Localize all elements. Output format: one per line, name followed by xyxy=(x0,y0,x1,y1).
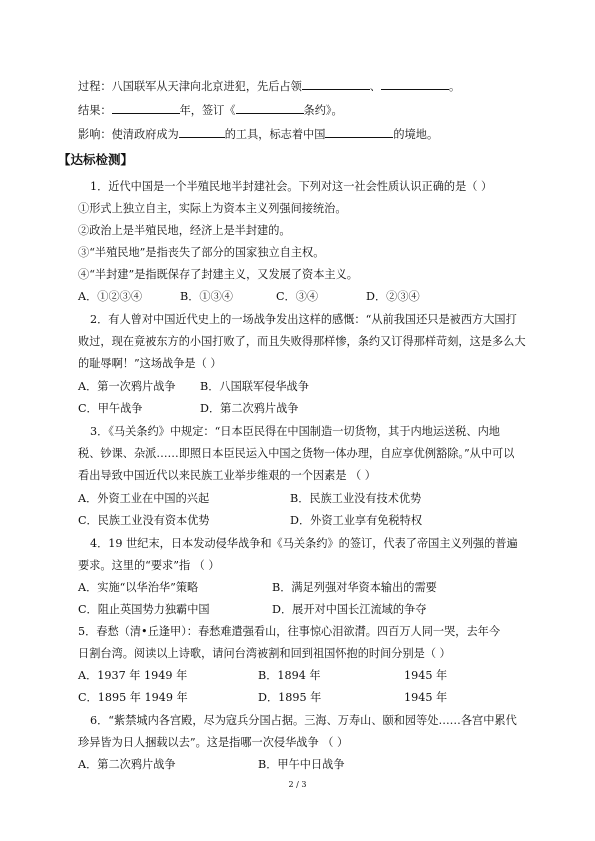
result-line xyxy=(78,102,343,118)
impact-text-b: 的工具，标志着中国 xyxy=(224,128,326,141)
period: 。 xyxy=(448,80,461,93)
q3-option-c[interactable]: C．民族工业没有资本优势 xyxy=(78,514,210,527)
process-label: 过程： xyxy=(78,80,112,93)
q1-statement-3: ③“半殖民地”是指丧失了部分的国家独立自主权。 xyxy=(78,246,325,259)
q4-option-b[interactable]: B．满足列强对华资本输出的需要 xyxy=(272,581,437,594)
q1-statement-1: ①形式上独立自主，实际上为资本主义列强间接统治。 xyxy=(78,202,347,215)
answer-blank[interactable] xyxy=(179,126,225,138)
question-3-line-1: 3．《马关条约》中规定：“日本臣民得在中国制造一切货物，其于内地运送税、内地 xyxy=(90,425,500,438)
answer-blank[interactable] xyxy=(381,78,449,90)
q3-option-b[interactable]: B．民族工业没有技术优势 xyxy=(290,492,422,505)
question-4-line-1: 4．19 世纪末，日本发动侵华战争和《马关条约》的签订，代表了帝国主义列强的普遍 xyxy=(90,537,518,550)
question-4-line-2: 要求。这里的“要求”指 （ ） xyxy=(78,559,220,572)
question-2-line-1: 2．有人曾对中国近代史上的一场战争发出这样的感慨：“从前我国还只是被西方大国打 xyxy=(90,313,517,326)
answer-blank[interactable] xyxy=(302,78,370,90)
section-title: 【达标检测】 xyxy=(58,152,134,167)
q2-option-a[interactable]: A．第一次鸦片战争 xyxy=(78,380,176,393)
q5-option-b-return: 1945 年 xyxy=(404,669,448,682)
q1-option-b[interactable]: B．①③④ xyxy=(180,290,233,303)
q4-option-a[interactable]: A．实施“以华治华”策略 xyxy=(78,581,199,594)
question-5-line-2: 日割台湾。阅读以上诗歌，请问台湾被割和回到祖国怀抱的时间分别是（ ） xyxy=(78,647,451,660)
q5-option-b[interactable]: B．1894 年 xyxy=(258,669,321,682)
answer-blank[interactable] xyxy=(112,102,180,114)
q6-option-b[interactable]: B．甲午中日战争 xyxy=(258,758,345,771)
question-2-line-2: 败过，现在竟被东方的小国打败了，而且失败得那样惨，条约又订得那样苛刻，这是多么大 xyxy=(78,335,526,348)
question-2-line-3: 的耻辱啊！”这场战争是（ ） xyxy=(78,357,222,370)
answer-blank[interactable] xyxy=(236,102,304,114)
q1-option-c[interactable]: C．③④ xyxy=(276,290,319,303)
result-end: 条约》。 xyxy=(303,104,343,117)
impact-line xyxy=(78,126,438,142)
question-3-line-3: 看出导致中国近代以来民族工业举步维艰的一个因素是 （ ） xyxy=(78,469,376,482)
q6-option-a[interactable]: A．第二次鸦片战争 xyxy=(78,758,176,771)
answer-blank[interactable] xyxy=(325,126,393,138)
q2-option-c[interactable]: C．甲午战争 xyxy=(78,402,143,415)
impact-text-c: 的境地。 xyxy=(393,128,439,141)
q3-option-a[interactable]: A．外资工业在中国的兴起 xyxy=(78,492,210,505)
impact-label: 影响： xyxy=(78,128,112,141)
q1-statement-4: ④“半封建”是指既保存了封建主义，又发展了资本主义。 xyxy=(78,268,358,281)
question-5-line-1: 5．春愁（清•丘逢甲）：春愁难遣强看山，往事惊心泪欲潸。四百万人同一哭，去年今 xyxy=(78,625,501,638)
q4-option-d[interactable]: D．展开对中国长江流域的争夺 xyxy=(272,603,427,616)
q1-option-d[interactable]: D．②③④ xyxy=(366,290,420,303)
q5-option-d-return: 1945 年 xyxy=(404,691,448,704)
q5-option-a[interactable]: A．1937 年 1949 年 xyxy=(78,669,188,682)
result-text: 年，签订《 xyxy=(179,104,236,117)
q5-option-c[interactable]: C．1895 年 1949 年 xyxy=(78,691,188,704)
result-label: 结果： xyxy=(78,104,112,117)
q4-option-c[interactable]: C．阻止英国势力独霸中国 xyxy=(78,603,210,616)
question-6-line-2: 珍异皆为日人捆载以去”。这是指哪一次侵华战争 （ ） xyxy=(78,736,349,749)
impact-text-a: 使清政府成为 xyxy=(111,128,179,141)
separator: 、 xyxy=(369,80,381,93)
q1-statement-2: ②政治上是半殖民地，经济上是半封建的。 xyxy=(78,224,291,237)
q3-option-d[interactable]: D．外资工业享有免税特权 xyxy=(290,514,423,527)
question-1: 1．近代中国是一个半殖民地半封建社会。下列对这一社会性质认识正确的是（ ） xyxy=(90,180,493,193)
page-number: 2 / 3 xyxy=(288,780,307,789)
question-3-line-2: 税、钞课、杂派……即照日本臣民运入中国之货物一体办理，自应享优例豁除。”从中可以 xyxy=(78,447,515,460)
question-6-line-1: 6．“紫禁城内各宫殿，尽为寇兵分国占据。三海、万寿山、颐和园等处……各宫中累代 xyxy=(90,714,517,727)
process-text: 八国联军从天津向北京进犯，先后占领 xyxy=(111,80,302,93)
q5-option-d[interactable]: D．1895 年 xyxy=(258,691,322,704)
q2-option-b[interactable]: B．八国联军侵华战争 xyxy=(200,380,309,393)
process-line xyxy=(78,78,460,94)
q2-option-d[interactable]: D．第二次鸦片战争 xyxy=(200,402,299,415)
q1-option-a[interactable]: A．①②③④ xyxy=(78,290,143,303)
